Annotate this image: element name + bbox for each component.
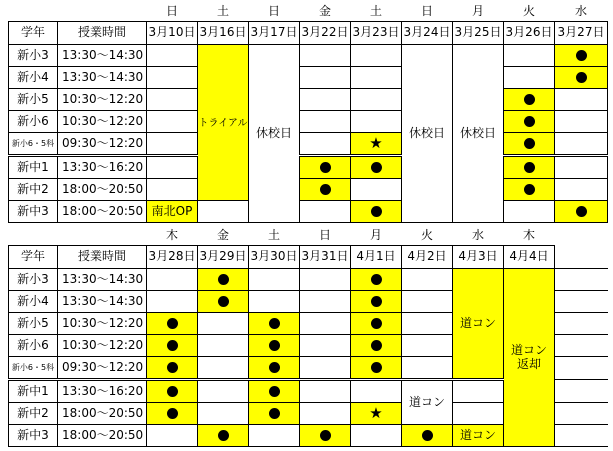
grade-cell: 新中2 — [9, 403, 58, 425]
event-cell — [147, 201, 198, 223]
date-header: 4月2日 — [402, 246, 453, 269]
empty-cell — [351, 67, 402, 89]
grade-cell: 新中1 — [9, 156, 58, 179]
class-dot-icon — [167, 340, 178, 351]
closed-day-cell — [402, 45, 453, 223]
empty-cell — [147, 269, 198, 291]
time-cell: 13:30〜14:30 — [58, 67, 147, 89]
empty-cell — [504, 45, 555, 67]
time-cell: 10:30〜12:20 — [58, 335, 147, 357]
docon-exam-cell — [453, 269, 504, 380]
class-day-cell — [351, 313, 402, 335]
time-cell: 18:00〜20:50 — [58, 179, 147, 201]
class-dot-icon — [167, 386, 178, 397]
class-day-cell — [300, 179, 351, 201]
class-dot-icon — [269, 318, 280, 329]
date-header: 3月17日 — [249, 22, 300, 45]
empty-cell — [198, 357, 249, 380]
date-header: 3月26日 — [504, 22, 555, 45]
weekday-label: 木 — [522, 227, 535, 242]
class-day-cell — [555, 67, 608, 89]
weekday-row — [9, 2, 608, 22]
date-header: 3月10日 — [147, 22, 198, 45]
closed-day-label: 休校日 — [255, 125, 292, 140]
date-header: 3月28日 — [147, 246, 198, 269]
grade-header: 学年 — [9, 246, 58, 269]
closed-day-cell — [453, 45, 504, 223]
date-header: 4月4日 — [504, 246, 555, 269]
empty-cell — [402, 335, 453, 357]
class-dot-icon — [167, 318, 178, 329]
class-dot-icon — [218, 430, 229, 441]
grade-cell: 新小5 — [9, 313, 58, 335]
weekday-label: 土 — [267, 227, 280, 242]
table-row — [9, 269, 608, 291]
empty-cell — [147, 67, 198, 89]
class-dot-icon — [371, 206, 382, 217]
class-dot-icon — [524, 116, 535, 127]
empty-cell — [300, 111, 351, 133]
empty-cell — [453, 380, 504, 403]
grade-cell: 新中2 — [9, 179, 58, 201]
empty-cell — [249, 269, 300, 291]
time-cell: 13:30〜14:30 — [58, 45, 147, 67]
grade-cell: 新中3 — [9, 201, 58, 223]
class-dot-icon — [371, 162, 382, 173]
empty-cell — [300, 45, 351, 67]
table-row — [9, 201, 608, 223]
time-cell: 18:00〜20:50 — [58, 403, 147, 425]
weekday-label: 日 — [165, 3, 178, 18]
class-day-cell — [147, 380, 198, 403]
class-dot-icon — [320, 430, 331, 441]
closed-day-label: 休校日 — [408, 125, 445, 140]
event-cell — [453, 425, 504, 447]
special-class-cell — [351, 133, 402, 156]
class-dot-icon — [576, 206, 587, 217]
class-day-cell — [249, 313, 300, 335]
empty-cell — [300, 291, 351, 313]
empty-cell — [300, 67, 351, 89]
table-row — [9, 89, 608, 111]
empty-cell — [147, 179, 198, 201]
weekday-label: 日 — [420, 3, 433, 18]
date-header: 3月29日 — [198, 246, 249, 269]
grade-cell: 新小3 — [9, 269, 58, 291]
star-icon: ★ — [369, 133, 383, 152]
class-dot-icon — [371, 362, 382, 373]
docon-return-line2: 返却 — [516, 356, 541, 371]
class-dot-icon — [371, 340, 382, 351]
class-day-cell — [249, 380, 300, 403]
class-day-cell — [555, 201, 608, 223]
trial-period-cell — [198, 45, 249, 201]
date-header: 3月16日 — [198, 22, 249, 45]
empty-cell — [555, 89, 608, 111]
class-dot-icon — [269, 408, 280, 419]
docon-exam-cell — [402, 380, 453, 425]
weekday-label: 火 — [522, 3, 535, 18]
schedule-table-april — [8, 226, 608, 447]
class-dot-icon — [269, 386, 280, 397]
grade-cell: 新小6・5科 — [9, 357, 58, 380]
class-day-cell — [300, 156, 351, 179]
empty-cell — [198, 201, 249, 223]
event-label: 南北OP — [151, 203, 193, 218]
class-dot-icon — [371, 318, 382, 329]
empty-cell — [555, 133, 608, 156]
grade-cell: 新小5 — [9, 89, 58, 111]
table-row — [9, 156, 608, 179]
class-day-cell — [351, 269, 402, 291]
empty-cell — [147, 133, 198, 156]
class-dot-icon — [167, 408, 178, 419]
empty-cell — [504, 67, 555, 89]
grade-cell: 新小4 — [9, 67, 58, 89]
date-header: 3月27日 — [555, 22, 608, 45]
class-dot-icon — [524, 184, 535, 195]
date-header: 4月3日 — [453, 246, 504, 269]
class-day-cell — [300, 425, 351, 447]
table-row — [9, 45, 608, 67]
empty-cell — [300, 357, 351, 380]
class-dot-icon — [371, 274, 382, 285]
class-dot-icon — [269, 362, 280, 373]
class-day-cell — [249, 403, 300, 425]
class-dot-icon — [524, 138, 535, 149]
class-dot-icon — [218, 274, 229, 285]
empty-cell — [147, 89, 198, 111]
class-dot-icon — [218, 296, 229, 307]
date-header: 3月23日 — [351, 22, 402, 45]
class-day-cell — [555, 45, 608, 67]
time-cell: 09:30〜12:20 — [58, 133, 147, 156]
date-header: 3月22日 — [300, 22, 351, 45]
grade-cell: 新小6 — [9, 111, 58, 133]
empty-cell — [147, 425, 198, 447]
empty-cell — [402, 291, 453, 313]
class-day-cell — [147, 357, 198, 380]
grade-cell: 新小6・5科 — [9, 133, 58, 156]
weekday-label: 金 — [318, 3, 331, 18]
time-header: 授業時間 — [58, 246, 147, 269]
grade-cell: 新小4 — [9, 291, 58, 313]
empty-cell — [300, 269, 351, 291]
grade-cell: 新中1 — [9, 380, 58, 403]
docon-return-line1: 道コン — [510, 342, 547, 357]
weekday-row — [9, 226, 608, 246]
special-class-cell — [351, 403, 402, 425]
empty-cell — [351, 45, 402, 67]
class-day-cell — [198, 269, 249, 291]
class-dot-icon — [371, 296, 382, 307]
empty-cell — [402, 313, 453, 335]
time-cell: 10:30〜12:20 — [58, 111, 147, 133]
empty-cell — [147, 111, 198, 133]
event-label: 道コン — [459, 427, 496, 442]
class-dot-icon — [320, 162, 331, 173]
class-day-cell — [351, 335, 402, 357]
class-dot-icon — [576, 50, 587, 61]
weekday-label: 水 — [471, 227, 484, 242]
empty-cell — [351, 380, 402, 403]
empty-cell — [300, 201, 351, 223]
grade-header: 学年 — [9, 22, 58, 45]
empty-cell — [504, 201, 555, 223]
class-dot-icon — [524, 162, 535, 173]
date-header: 3月31日 — [300, 246, 351, 269]
weekday-label: 土 — [369, 3, 382, 18]
empty-cell — [198, 380, 249, 403]
empty-cell — [147, 156, 198, 179]
class-day-cell — [351, 357, 402, 380]
docon-return-cell — [504, 269, 555, 447]
class-day-cell — [198, 291, 249, 313]
class-day-cell — [351, 156, 402, 179]
empty-cell — [402, 357, 453, 380]
class-day-cell — [504, 111, 555, 133]
weekday-label: 木 — [165, 227, 178, 242]
closed-day-cell — [249, 45, 300, 223]
empty-cell — [555, 156, 608, 179]
weekday-label: 金 — [216, 227, 229, 242]
header-row — [9, 246, 608, 269]
date-header: 3月30日 — [249, 246, 300, 269]
class-day-cell — [504, 133, 555, 156]
time-cell: 18:00〜20:50 — [58, 201, 147, 223]
class-day-cell — [504, 179, 555, 201]
class-dot-icon — [320, 184, 331, 195]
empty-cell — [198, 403, 249, 425]
time-cell: 13:30〜16:20 — [58, 380, 147, 403]
empty-cell — [300, 335, 351, 357]
time-cell: 18:00〜20:50 — [58, 425, 147, 447]
class-dot-icon — [269, 340, 280, 351]
class-day-cell — [198, 425, 249, 447]
empty-cell — [249, 425, 300, 447]
time-cell: 10:30〜12:20 — [58, 89, 147, 111]
table-row — [9, 111, 608, 133]
empty-cell — [351, 179, 402, 201]
class-dot-icon — [524, 94, 535, 105]
empty-cell — [300, 403, 351, 425]
empty-cell — [351, 89, 402, 111]
time-cell: 09:30〜12:20 — [58, 357, 147, 380]
table-row — [9, 133, 608, 156]
empty-cell — [555, 111, 608, 133]
time-cell: 13:30〜14:30 — [58, 269, 147, 291]
class-day-cell — [351, 201, 402, 223]
weekday-label: 月 — [471, 3, 484, 18]
class-day-cell — [504, 89, 555, 111]
empty-cell — [351, 425, 402, 447]
time-cell: 13:30〜14:30 — [58, 291, 147, 313]
table-row — [9, 179, 608, 201]
star-icon: ★ — [369, 403, 383, 422]
weekday-label: 日 — [318, 227, 331, 242]
date-header: 3月25日 — [453, 22, 504, 45]
grade-cell: 新中3 — [9, 425, 58, 447]
class-day-cell — [351, 291, 402, 313]
docon-label: 道コン — [459, 315, 496, 330]
class-day-cell — [249, 335, 300, 357]
weekday-label: 月 — [369, 227, 382, 242]
weekday-label: 土 — [216, 3, 229, 18]
docon-return-label — [511, 343, 547, 371]
table-row — [9, 67, 608, 89]
date-header: 4月1日 — [351, 246, 402, 269]
weekday-label: 火 — [420, 227, 433, 242]
trial-label: トライアル — [198, 117, 248, 129]
header-row — [9, 22, 608, 45]
empty-cell — [198, 335, 249, 357]
class-day-cell — [504, 156, 555, 179]
empty-cell — [402, 269, 453, 291]
class-day-cell — [402, 425, 453, 447]
empty-cell — [351, 111, 402, 133]
schedule-table-march — [8, 2, 608, 223]
empty-cell — [555, 179, 608, 201]
class-day-cell — [147, 403, 198, 425]
empty-cell — [147, 291, 198, 313]
empty-cell — [198, 313, 249, 335]
empty-cell — [453, 403, 504, 425]
empty-cell — [300, 89, 351, 111]
empty-cell — [300, 133, 351, 156]
grade-cell: 新小3 — [9, 45, 58, 67]
class-day-cell — [147, 335, 198, 357]
time-header: 授業時間 — [58, 22, 147, 45]
closed-day-label: 休校日 — [459, 125, 496, 140]
time-cell: 10:30〜12:20 — [58, 313, 147, 335]
date-header: 3月24日 — [402, 22, 453, 45]
empty-cell — [249, 291, 300, 313]
weekday-label: 水 — [574, 3, 587, 18]
docon-label: 道コン — [408, 394, 445, 409]
class-dot-icon — [167, 362, 178, 373]
time-cell: 13:30〜16:20 — [58, 156, 147, 179]
grade-cell: 新小6 — [9, 335, 58, 357]
class-day-cell — [147, 313, 198, 335]
class-day-cell — [249, 357, 300, 380]
empty-cell — [300, 380, 351, 403]
empty-cell — [147, 45, 198, 67]
empty-cell — [300, 313, 351, 335]
class-dot-icon — [576, 72, 587, 83]
weekday-label: 日 — [267, 3, 280, 18]
class-dot-icon — [422, 430, 433, 441]
